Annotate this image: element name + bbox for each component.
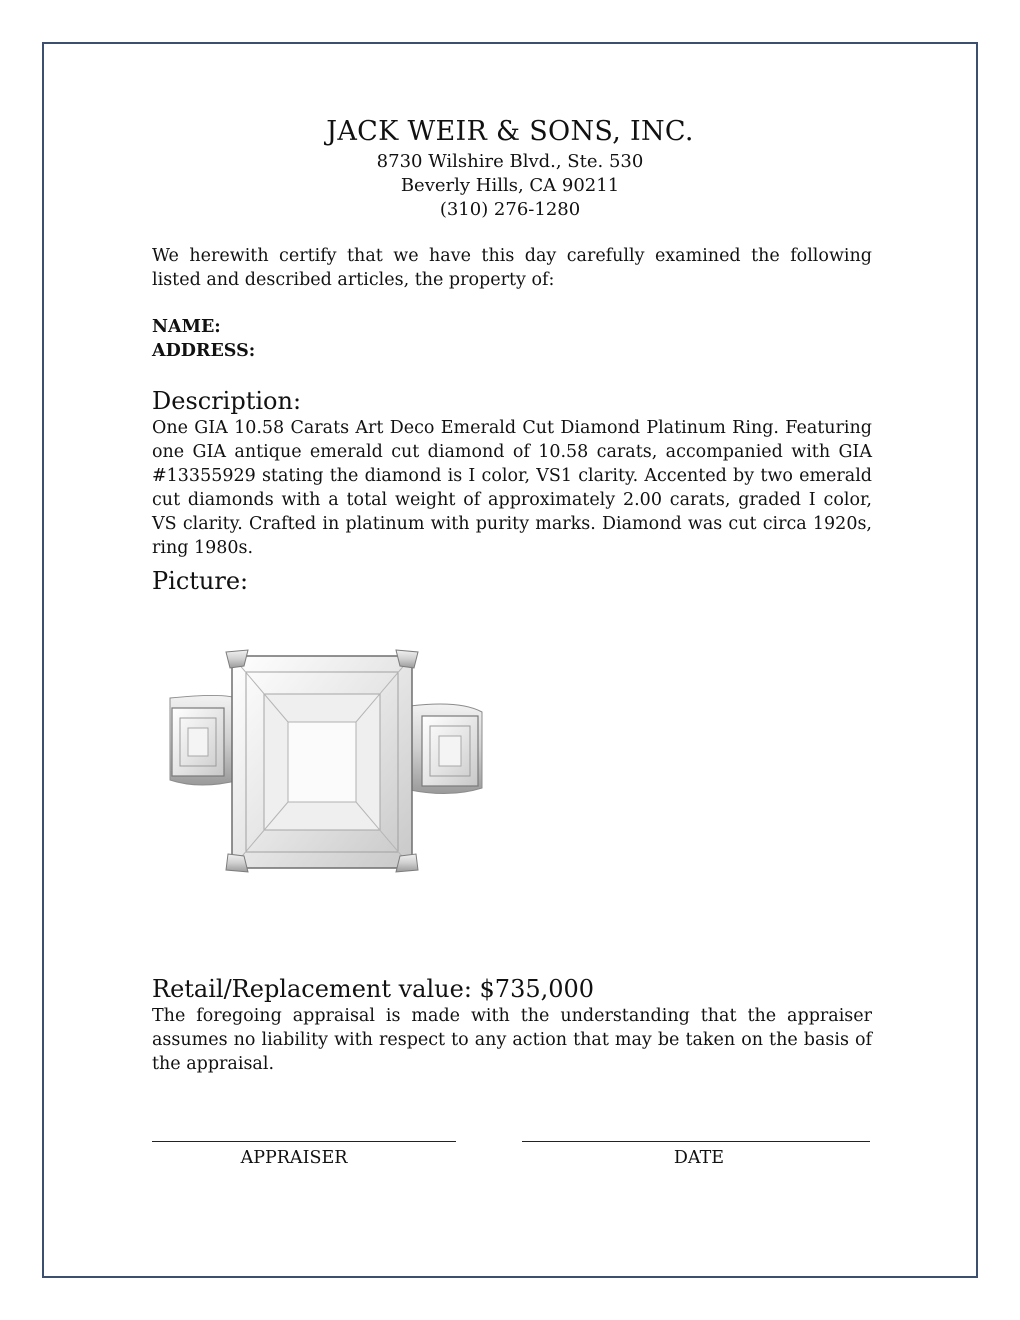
owner-fields xyxy=(152,315,872,363)
address-label: ADDRESS: xyxy=(152,341,256,361)
certification-block xyxy=(152,244,872,292)
company-name: JACK WEIR & SONS, INC. xyxy=(326,116,694,147)
description-text: One GIA 10.58 Carats Art Deco Emerald Cut Diamond Platinum Ring. Featuring one GIA antique emerald cut diamond of 10.58 carats, accompanied with GIA #13355929 stating the diamond is I color, VS1 clarity. Accented by two emerald cut diamonds with a total weight of approximately 2.00 carats, graded I color, VS clarity. Crafted in platinum with purity marks. Diamond was cut circa 1920s, ring 1980s. xyxy=(152,418,872,558)
description-section xyxy=(152,386,872,560)
certification-text: We herewith certify that we have this day carefully examined the following listed and described articles, the property of: xyxy=(152,246,872,290)
emerald-cut-diamond-ring-icon xyxy=(160,640,500,880)
valuation-section xyxy=(152,974,872,1076)
date-signature-line xyxy=(522,1141,870,1142)
phone-number: (310) 276-1280 xyxy=(439,199,581,220)
appraiser-signature-line xyxy=(152,1141,456,1142)
date-label: DATE xyxy=(673,1148,725,1168)
appraiser-label: APPRAISER xyxy=(240,1148,348,1168)
ring-photo xyxy=(160,640,500,880)
letterhead xyxy=(0,114,1020,222)
valuation-heading: Retail/Replacement value: $735,000 xyxy=(152,975,595,1003)
description-heading: Description: xyxy=(152,387,302,415)
picture-heading: Picture: xyxy=(152,567,249,595)
address-line-1: 8730 Wilshire Blvd., Ste. 530 xyxy=(376,151,644,172)
disclaimer-text: The foregoing appraisal is made with the understanding that the appraiser assumes no liability with respect to any action that may be taken on the basis of the appraisal. xyxy=(152,1006,872,1074)
picture-section xyxy=(152,566,872,596)
name-label: NAME: xyxy=(152,317,221,337)
address-line-2: Beverly Hills, CA 90211 xyxy=(400,175,620,196)
